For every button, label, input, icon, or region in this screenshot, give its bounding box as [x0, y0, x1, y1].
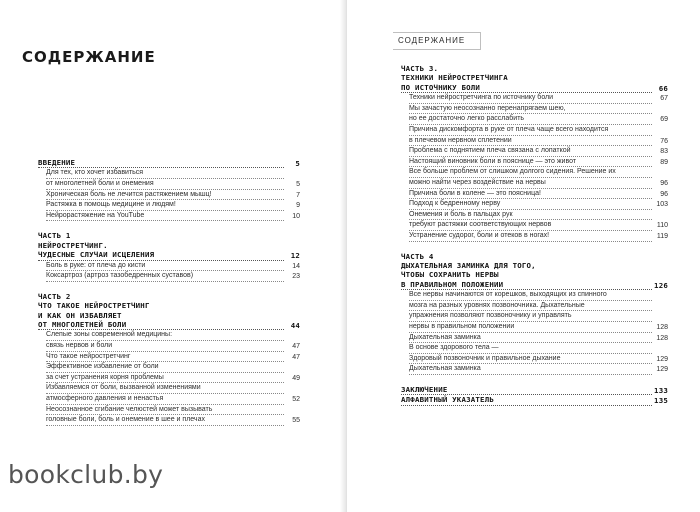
toc-entry: Растяжка в помощь медицине и людям! 9	[46, 201, 300, 210]
toc-entry: Подход к бедренному нерву 103	[409, 200, 668, 209]
toc-entry: связь нервов и боли 47	[46, 342, 300, 350]
toc-entry: Эффективное избавление от боли	[38, 362, 300, 373]
toc-entry: можно найти через воздействие на нервы 96	[409, 178, 668, 187]
toc-entry: от многолетней боли и онемения 5	[46, 180, 300, 188]
right-toc	[401, 64, 668, 406]
part2-label: ЧАСТЬ 2	[38, 291, 71, 301]
part1-title-line: ЧУДЕСНЫЕ СЛУЧАИ ИСЦЕЛЕНИЯ 12	[38, 250, 300, 261]
site-watermark: bookclub.by	[8, 460, 164, 489]
toc-entry: Коксартроз (артроз тазобедренных суставов) 23	[46, 272, 300, 281]
toc-entry: атмосферного давления и ненастья 52	[46, 394, 300, 403]
toc-entry: Боль в руке: от плеча до кисти 14	[46, 261, 300, 270]
toc-entry: Все больше проблем от слишком долгого сидения. Решение их	[401, 167, 668, 178]
toc-entry: Устранение судорог, боли и отеков в ногах! 119	[409, 231, 668, 240]
conclusion-heading: ЗАКЛЮЧЕНИЕ 133	[401, 384, 668, 395]
part3-title-line: ПО ИСТОЧНИКУ БОЛИ 66	[401, 82, 668, 93]
part1-title-line: НЕЙРОСТРЕТЧИНГ.	[38, 240, 108, 250]
toc-entry: Все нервы начинаются от корешков, выходящих из спинного	[401, 290, 668, 301]
toc-entry: в плечевом нервном сплетении 76	[409, 136, 668, 145]
toc-entry: но ее достаточно легко расслабить 69	[409, 115, 668, 124]
part4-label: ЧАСТЬ 4	[401, 251, 434, 261]
toc-entry: Мы зачастую неосознанно перенапрягаем шею,	[401, 104, 668, 115]
toc-entry: Онемения и боль в пальцах рук	[401, 210, 668, 221]
toc-entry: Хроническая боль не лечится растяжением мышц! 7	[46, 190, 300, 199]
toc-entry: за счет устранения корня проблемы 49	[46, 373, 300, 382]
toc-entry: Здоровый позвоночник и правильное дыхание 129	[409, 354, 668, 363]
part3-label: ЧАСТЬ 3.	[401, 64, 439, 73]
toc-title: СОДЕРЖАНИЕ	[22, 48, 156, 66]
toc-entry: Нейрорастяжение на YouTube 10	[46, 211, 300, 220]
part2-title-line: И КАК ОН ИЗБАВЛЯЕТ	[38, 310, 122, 320]
part4-title-line: В ПРАВИЛЬНОМ ПОЛОЖЕНИИ 126	[401, 279, 668, 290]
intro-heading: ВВЕДЕНИЕ 5	[38, 158, 300, 168]
toc-title-box	[22, 48, 160, 84]
toc-entry: Неосознанное сгибание челюстей может вызывать	[38, 405, 300, 416]
index-heading: АЛФАВИТНЫЙ УКАЗАТЕЛЬ 135	[401, 395, 668, 406]
toc-entry: Дыхательная заминка 129	[409, 365, 668, 374]
toc-entry: мозга на разных уровнях позвоночника. Дыхательные	[401, 301, 668, 312]
toc-entry: нервы в правильном положении 128	[409, 322, 668, 331]
part4-title-line: ДЫХАТЕЛЬНАЯ ЗАМИНКА ДЛЯ ТОГО,	[401, 260, 536, 270]
part4-title-line: ЧТОБЫ СОХРАНИТЬ НЕРВЫ	[401, 270, 499, 280]
part3-title-line: ТЕХНИКИ НЕЙРОСТРЕТЧИНГА	[401, 73, 508, 83]
running-header: СОДЕРЖАНИЕ	[393, 32, 481, 50]
part2-title-line: ОТ МНОГОЛЕТНЕЙ БОЛИ 44	[38, 320, 300, 330]
toc-entry: Слепые зоны современной медицины:	[38, 330, 300, 341]
toc-entry: Причина боли в колене — это поясница! 96	[409, 189, 668, 198]
toc-entry: Причина дискомфорта в руке от плеча чаще всего находится	[401, 125, 668, 136]
left-toc	[38, 158, 300, 426]
toc-entry: Настоящий виновник боли в пояснице — это живот 89	[409, 157, 668, 166]
toc-entry: Для тех, кто хочет избавиться	[38, 168, 300, 179]
toc-entry: Техники нейростретчинга по источнику боли 67	[409, 94, 668, 103]
toc-entry: Что такое нейростретчинг 47	[46, 352, 300, 361]
toc-entry: Дыхательная заминка 128	[409, 333, 668, 342]
left-page	[0, 0, 347, 512]
part1-label: ЧАСТЬ 1	[38, 231, 71, 241]
toc-entry: Проблема с поднятием плеча связана с лопаткой 83	[409, 147, 668, 156]
part2-title-line: ЧТО ТАКОЕ НЕЙРОСТРЕТЧИНГ	[38, 301, 150, 311]
right-page	[347, 0, 700, 512]
toc-entry: В основе здорового тела —	[401, 343, 668, 354]
toc-entry: требуют растяжки соответствующих нервов 110	[409, 221, 668, 230]
toc-entry: упражнения позволяют позвоночнику и управлять	[401, 311, 668, 322]
toc-entry: Избавляемся от боли, вызванной изменениями	[38, 383, 300, 394]
toc-entry: головные боли, боль и онемение в шее и плечах 55	[46, 416, 300, 425]
